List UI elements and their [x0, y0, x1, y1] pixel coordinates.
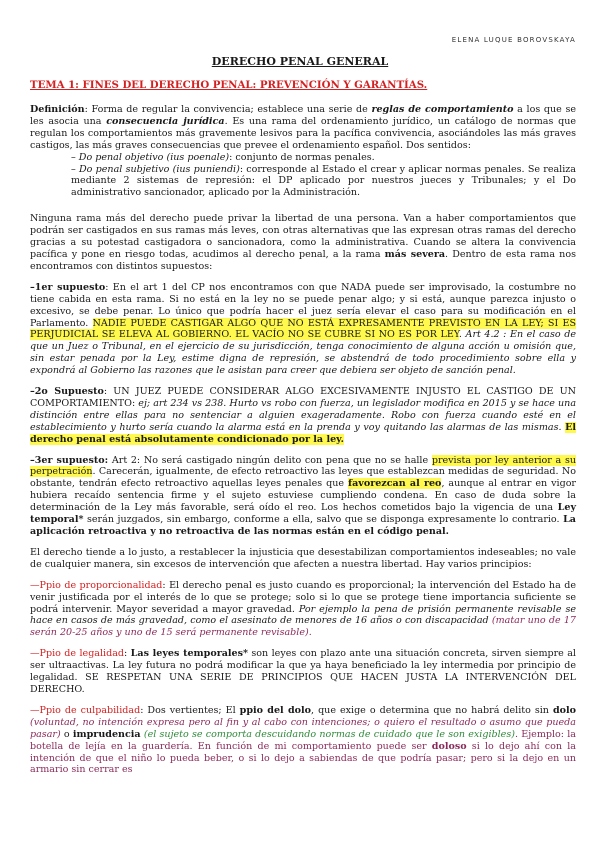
document-body: [30, 104, 576, 785]
author-name: ELENA LUQUE BOROVSKAYA: [451, 36, 576, 44]
definition-paragraph: Definición: Forma de regular la convivencia; establece una serie de reglas de comportamiento a los que se les asocia una consecuencia jurídica. Es una rama del ordenamiento jurídico, un catálogo de normas que regulan los comportamientos más gravemente lesivos para la pacífica convivencia, asociándoles las más graves castigos, las más graves consecuencias que prevee el ordenamiento español. Dos sentidos:: [30, 104, 576, 151]
section-title: TEMA 1: FINES DEL DERECHO PENAL: PREVENCIÓN Y GARANTÍAS.: [30, 79, 428, 91]
supuesto-3-paragraph: –3er supuesto: Art 2: No será castigado ningún delito con pena que no se halle prevista por ley anterior a su perpetración. Carecerán, igualmente, de efecto retroactivo las leyes que establezcan medidas de seguridad. No obstante, tendrán efecto retroactivo aquellas leyes penales que favorezcan al reo, aunque al entrar en vigor hubiera recaído sentencia firme y el sujeto estuviese cumpliendo condena. En caso de duda sobre la determinación de la Ley más favorable, será oído el reo. Los hechos cometidos bajo la vigencia de una Ley temporal* serán juzgados, sin embargo, conforme a ella, salvo que se disponga expresamente lo contrario. La aplicación retroactiva y no retroactiva de las normas están en el código penal.: [30, 454, 576, 537]
culpability-paragraph: —Ppio de culpabilidad: Dos vertientes; El ppio del dolo, que exige o determina que no habrá delito sin dolo (voluntad, no intención expresa pero al fin y al cabo con intenciones; o quiero el resultado o asumo que pueda pasar) o imprudencia (el sujeto se comporta descuidando normas de cuidado que le son exigibles). Ejemplo: la botella de lejía en la guardería. En función de mi comportamiento puede ser doloso si lo dejo ahí con la intención de que el niño lo pueda beber, o si lo dejo a sabiendas de que podría pasar; pero si la dejo en un armario sin cerrar es: [30, 704, 577, 776]
definition-bullet-subjective: – Do penal subjetivo (ius puniendi): corresponde al Estado el crear y aplicar normas penales. Se realiza mediante 2 sistemas de represión: el DP aplicado por nuestros jueces y Tribunales; y el Do administrativo sancionador, aplicado por la Administración.: [71, 163, 576, 199]
proportionality-paragraph: —Ppio de proporcionalidad: El derecho penal es justo cuando es proporcional; la intervención del Estado ha de venir justificada por el interés de lo que se protege; solo si lo que se protege tiene importancia suficiente se podrá intervenir. Mayor severidad a mayor gravedad. Por ejemplo la pena de prisión permanente revisable se hace en casos de más gravedad, como el asesinato de menores de 16 años o con discapacidad (matar uno de 17 serán 20-25 años y uno de 15 será permanente revisable).: [30, 579, 576, 639]
supuesto-1-paragraph: –1er supuesto: En el art 1 del CP nos encontramos con que NADA puede ser improvisado, la costumbre no tiene cabida en esta rama. Si no está en la ley no se puede penar algo; y si está, aunque parezca injusto o excesivo, se debe penar. Lo único que podría hacer el juez sería elevar el caso para su modificación en el Parlamento. NADIE PUEDE CASTIGAR ALGO QUE NO ESTÁ EXPRESAMENTE PREVISTO EN LA LEY; SI ES PERJUDICIAL SE ELEVA AL GOBIERNO. EL VACÍO NO SE CUBRE SI NO ES POR LEY. Art 4.2 : En el caso de que un Juez o Tribunal, en el ejercicio de su jurisdicción, tenga conocimiento de alguna acción u omisión que, sin estar penada por la Ley, estime digna de represión, se abstendrá de todo procedimiento sobre ella y expondrá al Gobierno las razones que le asistan para creer que debiera ser objeto de sanción penal.: [30, 281, 576, 377]
principles-intro-paragraph: El derecho tiende a lo justo, a restablecer la injusticia que desestabilizan comportamientos indeseables; no vale de cualquier manera, sin excesos de intervención que afecten a nuestra libertad. Hay varios principios:: [30, 546, 576, 570]
definition-bullet-objective: – Do penal objetivo (ius poenale): conjunto de normas penales.: [71, 151, 375, 163]
document-title: DERECHO PENAL GENERAL: [211, 55, 389, 68]
supuesto-2-paragraph: –2o Supuesto: UN JUEZ PUEDE CONSIDERAR ALGO EXCESIVAMENTE INJUSTO EL CASTIGO DE UN COMPORTAMIENTO: ej; art 234 vs 238. Hurto vs robo con fuerza, un legislador modifica en 2015 y se hace una distinción entre ellas para no sentenciar a alguien exageradamente. Robo con fuerza cuando esté en el establecimiento y hurto sería cuando la alarma está en la prenda y voy quitando las alarmas de las mismas. El derecho penal está absolutamente condicionado por la ley.: [30, 386, 577, 445]
legality-paragraph: —Ppio de legalidad: Las leyes temporales* son leyes con plazo ante una situación concreta, sirven siempre al ser ultraactivas. La ley futura no podrá modificar la que ya haya beneficiado la ley intermedia por principio de legalidad. SE RESPETAN UNA SERIE DE PRINCIPIOS QUE HACEN JUSTA LA INTERVENCIÓN DEL DERECHO.: [30, 648, 576, 695]
intro-paragraph: Ninguna rama más del derecho puede privar la libertad de una persona. Van a haber comportamientos que podrán ser castigados en sus ramas más leves, con otras alternativas que las expresan otras ramas del derecho gracias a su potestad castigadora o sancionadora, como la administrativa. Cuando se altera la convivencia pacífica y pone en riesgo todas, acudimos al derecho penal, a la rama más severa. Dentro de esta rama nos encontramos con distintos supuestos:: [30, 213, 576, 272]
